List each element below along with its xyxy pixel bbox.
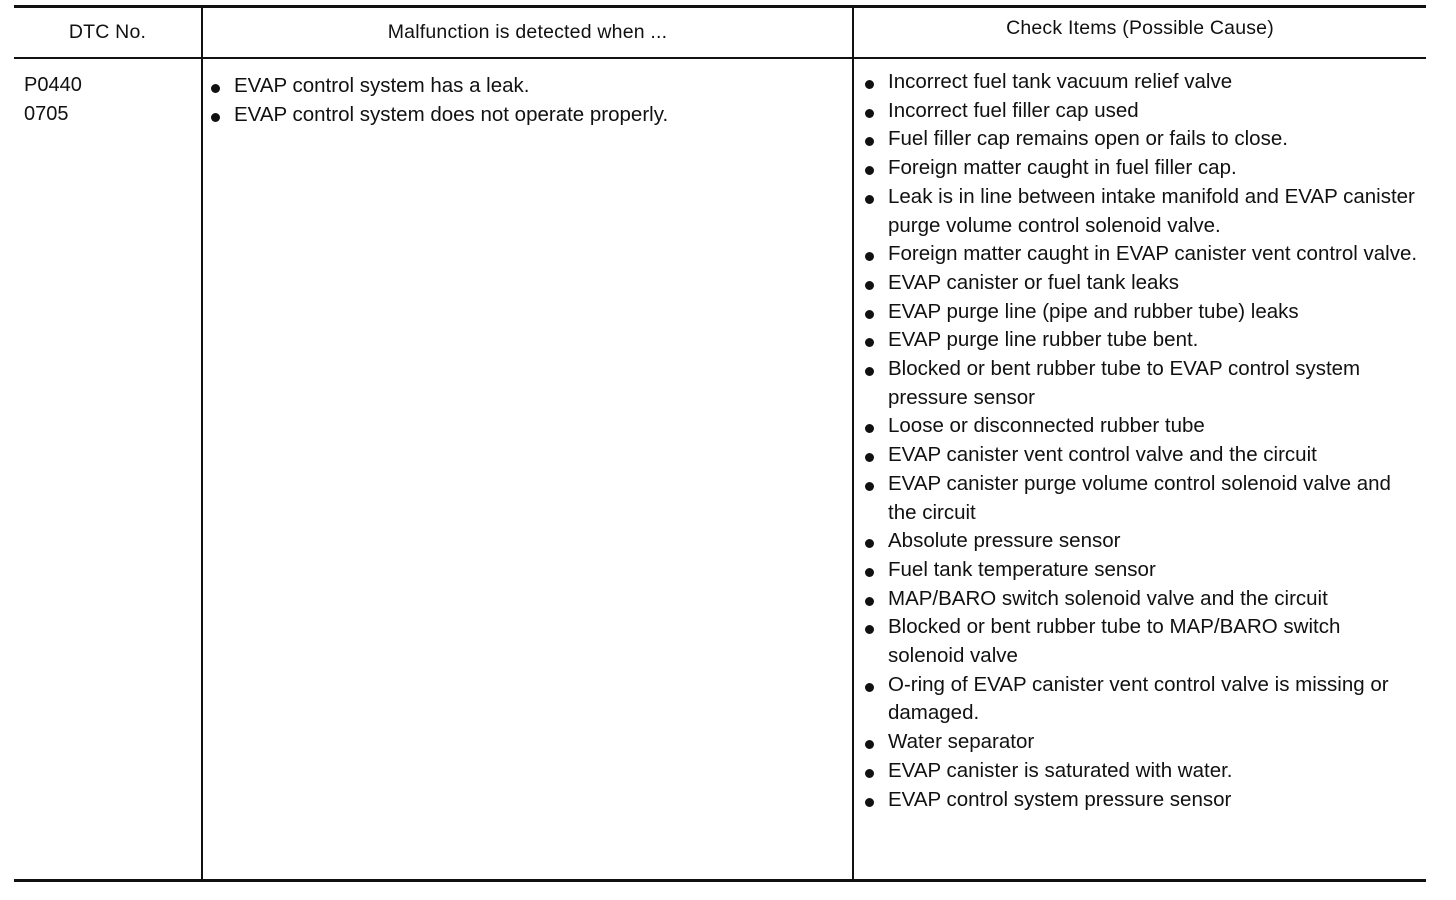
check-item-text: Blocked or bent rubber tube to EVAP control system pressure sensor (888, 357, 1361, 409)
check-item-text: EVAP canister vent control valve and the circuit (888, 443, 1317, 467)
check-item (862, 68, 1422, 97)
bullet-icon (865, 137, 874, 146)
malfunction-item (208, 101, 828, 130)
check-item-text: Blocked or bent rubber tube to MAP/BARO switch solenoid valve (888, 615, 1341, 668)
check-item-text: Fuel filler cap remains open or fails to close. (888, 127, 1288, 151)
check-item (862, 183, 1422, 240)
dtc-code: 0705 (24, 103, 69, 125)
column-divider (852, 8, 854, 879)
check-item (862, 527, 1422, 556)
bullet-icon (865, 424, 874, 433)
header-divider (14, 57, 1426, 59)
check-item-text: EVAP canister purge volume control solenoid valve and the circuit (888, 471, 1391, 524)
bullet-icon (865, 597, 874, 606)
check-item-text: Foreign matter caught in fuel filler cap. (888, 156, 1237, 180)
header-malfunction: Malfunction is detected when ... (387, 21, 668, 43)
check-item (862, 757, 1422, 786)
bullet-icon (865, 367, 874, 376)
check-item-text: EVAP canister is saturated with water. (888, 758, 1233, 782)
check-item (862, 441, 1422, 470)
check-item (862, 125, 1422, 154)
check-item-text: Incorrect fuel filler cap used (888, 98, 1139, 122)
dtc-code: P0440 (24, 74, 82, 96)
bullet-icon (211, 84, 220, 93)
check-item (862, 97, 1422, 126)
check-item (862, 786, 1422, 815)
header-dtc-no: DTC No. (68, 21, 147, 43)
check-item (862, 470, 1422, 527)
check-item-text: Absolute pressure sensor (888, 529, 1121, 553)
bullet-icon (865, 539, 874, 548)
check-item-text: O-ring of EVAP canister vent control valve is missing or damaged. (888, 672, 1389, 725)
bullet-icon (865, 798, 874, 807)
check-item-text: Leak is in line between intake manifold and EVAP canister purge volume control solenoid valve. (888, 184, 1415, 237)
check-item-text: EVAP purge line (pipe and rubber tube) leaks (888, 299, 1299, 323)
check-item-text: EVAP purge line rubber tube bent. (888, 328, 1199, 352)
bullet-icon (865, 740, 874, 749)
malfunction-item (208, 72, 828, 101)
check-item-text: MAP/BARO switch solenoid valve and the circuit (888, 586, 1328, 610)
bullet-icon (865, 310, 874, 319)
bullet-icon (865, 109, 874, 118)
check-item (862, 671, 1422, 728)
bullet-icon (865, 453, 874, 462)
check-item-text: Water separator (888, 730, 1035, 754)
bullet-icon (865, 625, 874, 634)
check-item-text: Incorrect fuel tank vacuum relief valve (888, 70, 1233, 93)
bullet-icon (865, 769, 874, 778)
bullet-icon (865, 252, 874, 261)
check-item (862, 298, 1422, 327)
dtc-code-cell (24, 71, 82, 129)
check-item-text: EVAP control system pressure sensor (888, 787, 1232, 811)
check-item (862, 240, 1422, 269)
check-item (862, 585, 1422, 614)
bullet-icon (865, 338, 874, 347)
check-item-text: Loose or disconnected rubber tube (888, 414, 1205, 438)
bullet-icon (865, 281, 874, 290)
dtc-table (14, 5, 1426, 882)
bullet-icon (865, 80, 874, 89)
check-item-text: Fuel tank temperature sensor (888, 557, 1156, 581)
bullet-icon (865, 482, 874, 491)
bullet-icon (865, 568, 874, 577)
bullet-icon (865, 683, 874, 692)
header-check-items: Check Items (Possible Cause) (1006, 17, 1274, 39)
check-item (862, 355, 1422, 412)
malfunction-item-text: EVAP control system does not operate properly. (234, 102, 669, 126)
check-items-list (862, 68, 1422, 814)
check-item (862, 269, 1422, 298)
malfunction-item-text: EVAP control system has a leak. (234, 74, 530, 97)
check-item (862, 728, 1422, 757)
bullet-icon (865, 195, 874, 204)
malfunction-list (208, 72, 828, 129)
check-item (862, 412, 1422, 441)
column-divider (201, 8, 203, 879)
check-item (862, 556, 1422, 585)
check-item-text: EVAP canister or fuel tank leaks (888, 270, 1179, 294)
bullet-icon (211, 113, 220, 122)
check-item (862, 154, 1422, 183)
bullet-icon (865, 166, 874, 175)
check-item (862, 326, 1422, 355)
check-item-text: Foreign matter caught in EVAP canister vent control valve. (888, 242, 1418, 266)
check-item (862, 613, 1422, 670)
